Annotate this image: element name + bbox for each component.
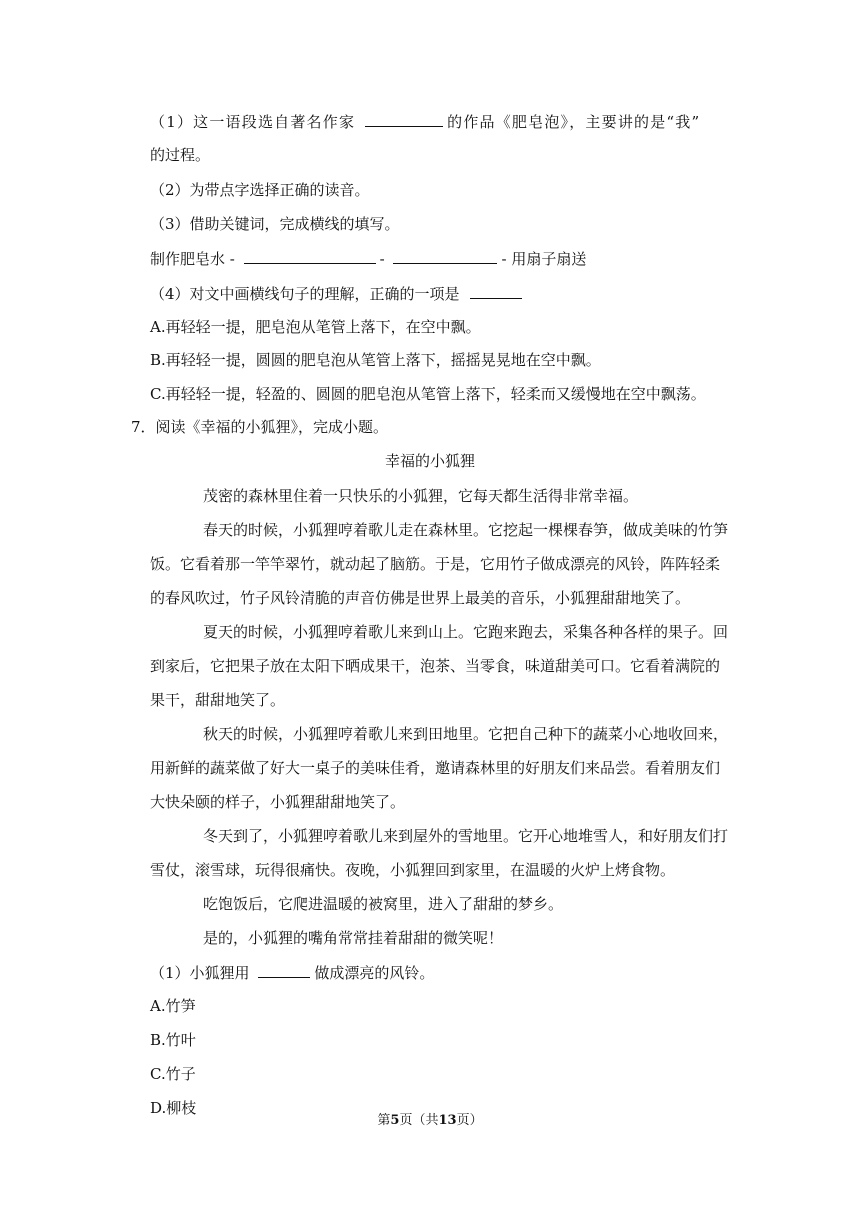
q6-sub1-blank-author[interactable] <box>365 111 443 127</box>
q6-flow-blank-2[interactable] <box>393 248 497 264</box>
passage-p2-l1: 春天的时候，小狐狸哼着歌儿走在森林里。它挖起一棵棵春笋，做成美味的竹笋 <box>203 521 729 539</box>
q6-sub1-text-b: 的作品《肥皂泡》，主要讲的是“我” <box>447 113 701 131</box>
footer-pre: 第 <box>377 1113 391 1128</box>
q6-flow-blank-1[interactable] <box>244 248 376 264</box>
q7-sub1 <box>150 962 434 983</box>
footer-post: 页） <box>456 1113 483 1128</box>
passage-p4-l3: 大快朵颐的样子，小狐狸甜甜地笑了。 <box>150 793 406 811</box>
passage-title: 幸福的小狐狸 <box>384 452 475 470</box>
q6-flow-step4: - 用扇子扇送 <box>501 250 587 268</box>
q7-option-c: C.竹子 <box>150 1065 196 1083</box>
passage-p3-l2: 到家后，它把果子放在太阳下晒成果干，泡茶、当零食，味道甜美可口。它看着满院的 <box>150 657 721 675</box>
q7-option-a: A.竹笋 <box>150 997 196 1015</box>
passage-p4-l1: 秋天的时候，小狐狸哼着歌儿来到田地里。它把自己种下的蔬菜小心地收回来， <box>203 725 729 743</box>
q6-flow-sep: - <box>379 250 385 268</box>
q6-sub3: （3）借助关键词，完成横线的填写。 <box>150 215 400 233</box>
q7-option-d: D.柳枝 <box>150 1099 197 1117</box>
q6-sub4-blank[interactable] <box>470 283 522 299</box>
q7-option-b: B.竹叶 <box>150 1031 196 1049</box>
q7-sub1-text-a: （1）小狐狸用 <box>150 964 250 982</box>
footer-total-pages: 13 <box>438 1113 457 1128</box>
q6-sub4-text: （4）对文中画横线句子的理解，正确的一项是 <box>150 285 460 303</box>
passage-p3-l3: 果干，甜甜地笑了。 <box>150 691 286 709</box>
passage-p2-l3: 的春风吹过，竹子风铃清脆的声音仿佛是世界上最美的音乐，小狐狸甜甜地笑了。 <box>150 589 691 607</box>
q6-option-b: B.再轻轻一提，圆圆的肥皂泡从笔管上落下，摇摇晃晃地在空中飘。 <box>150 351 601 369</box>
q7-sub1-blank[interactable] <box>258 962 310 978</box>
q6-sub3-flow <box>150 248 586 269</box>
passage-p4-l2: 用新鲜的蔬菜做了好大一桌子的美味佳肴，邀请森林里的好朋友们来品尝。看着朋友们 <box>150 759 721 777</box>
passage-p5-l1: 冬天到了，小狐狸哼着歌儿来到屋外的雪地里。它开心地堆雪人，和好朋友们打 <box>203 827 729 845</box>
q6-sub4 <box>150 283 522 304</box>
q6-sub1-text-a: （1）这一语段选自著名作家 <box>150 113 356 131</box>
footer-mid: 页（共 <box>399 1113 439 1128</box>
q6-sub2: （2）为带点字选择正确的读音。 <box>150 181 370 199</box>
footer-page-number: 5 <box>390 1113 400 1128</box>
q6-sub1-line1 <box>150 111 700 132</box>
passage-p6: 吃饱饭后，它爬进温暖的被窝里，进入了甜甜的梦乡。 <box>203 895 564 913</box>
q6-option-c: C.再轻轻一提，轻盈的、圆圆的肥皂泡从笔管上落下，轻柔而又缓慢地在空中飘荡。 <box>150 385 706 403</box>
q6-flow-step1: 制作肥皂水 - <box>150 250 235 268</box>
passage-p3-l1: 夏天的时候，小狐狸哼着歌儿来到山上。它跑来跑去，采集各种各样的果子。回 <box>203 623 729 641</box>
passage-p7: 是的，小狐狸的嘴角常常挂着甜甜的微笑呢！ <box>203 929 504 947</box>
passage-p5-l2: 雪仗，滚雪球，玩得很痛快。夜晚，小狐狸回到家里，在温暖的火炉上烤食物。 <box>150 861 676 879</box>
q7-heading: 7．阅读《幸福的小狐狸》，完成小题。 <box>131 418 389 436</box>
q6-option-a: A.再轻轻一提，肥皂泡从笔管上落下，在空中飘。 <box>150 318 481 336</box>
q6-sub1-line2: 的过程。 <box>150 146 211 164</box>
passage-p2-l2: 饭。它看着那一竿竿翠竹，就动起了脑筋。于是，它用竹子做成漂亮的风铃，阵阵轻柔 <box>150 555 721 573</box>
passage-p1: 茂密的森林里住着一只快乐的小狐狸，它每天都生活得非常幸福。 <box>203 487 639 505</box>
page-footer <box>0 1111 860 1131</box>
q7-sub1-text-b: 做成漂亮的风铃。 <box>314 964 435 982</box>
